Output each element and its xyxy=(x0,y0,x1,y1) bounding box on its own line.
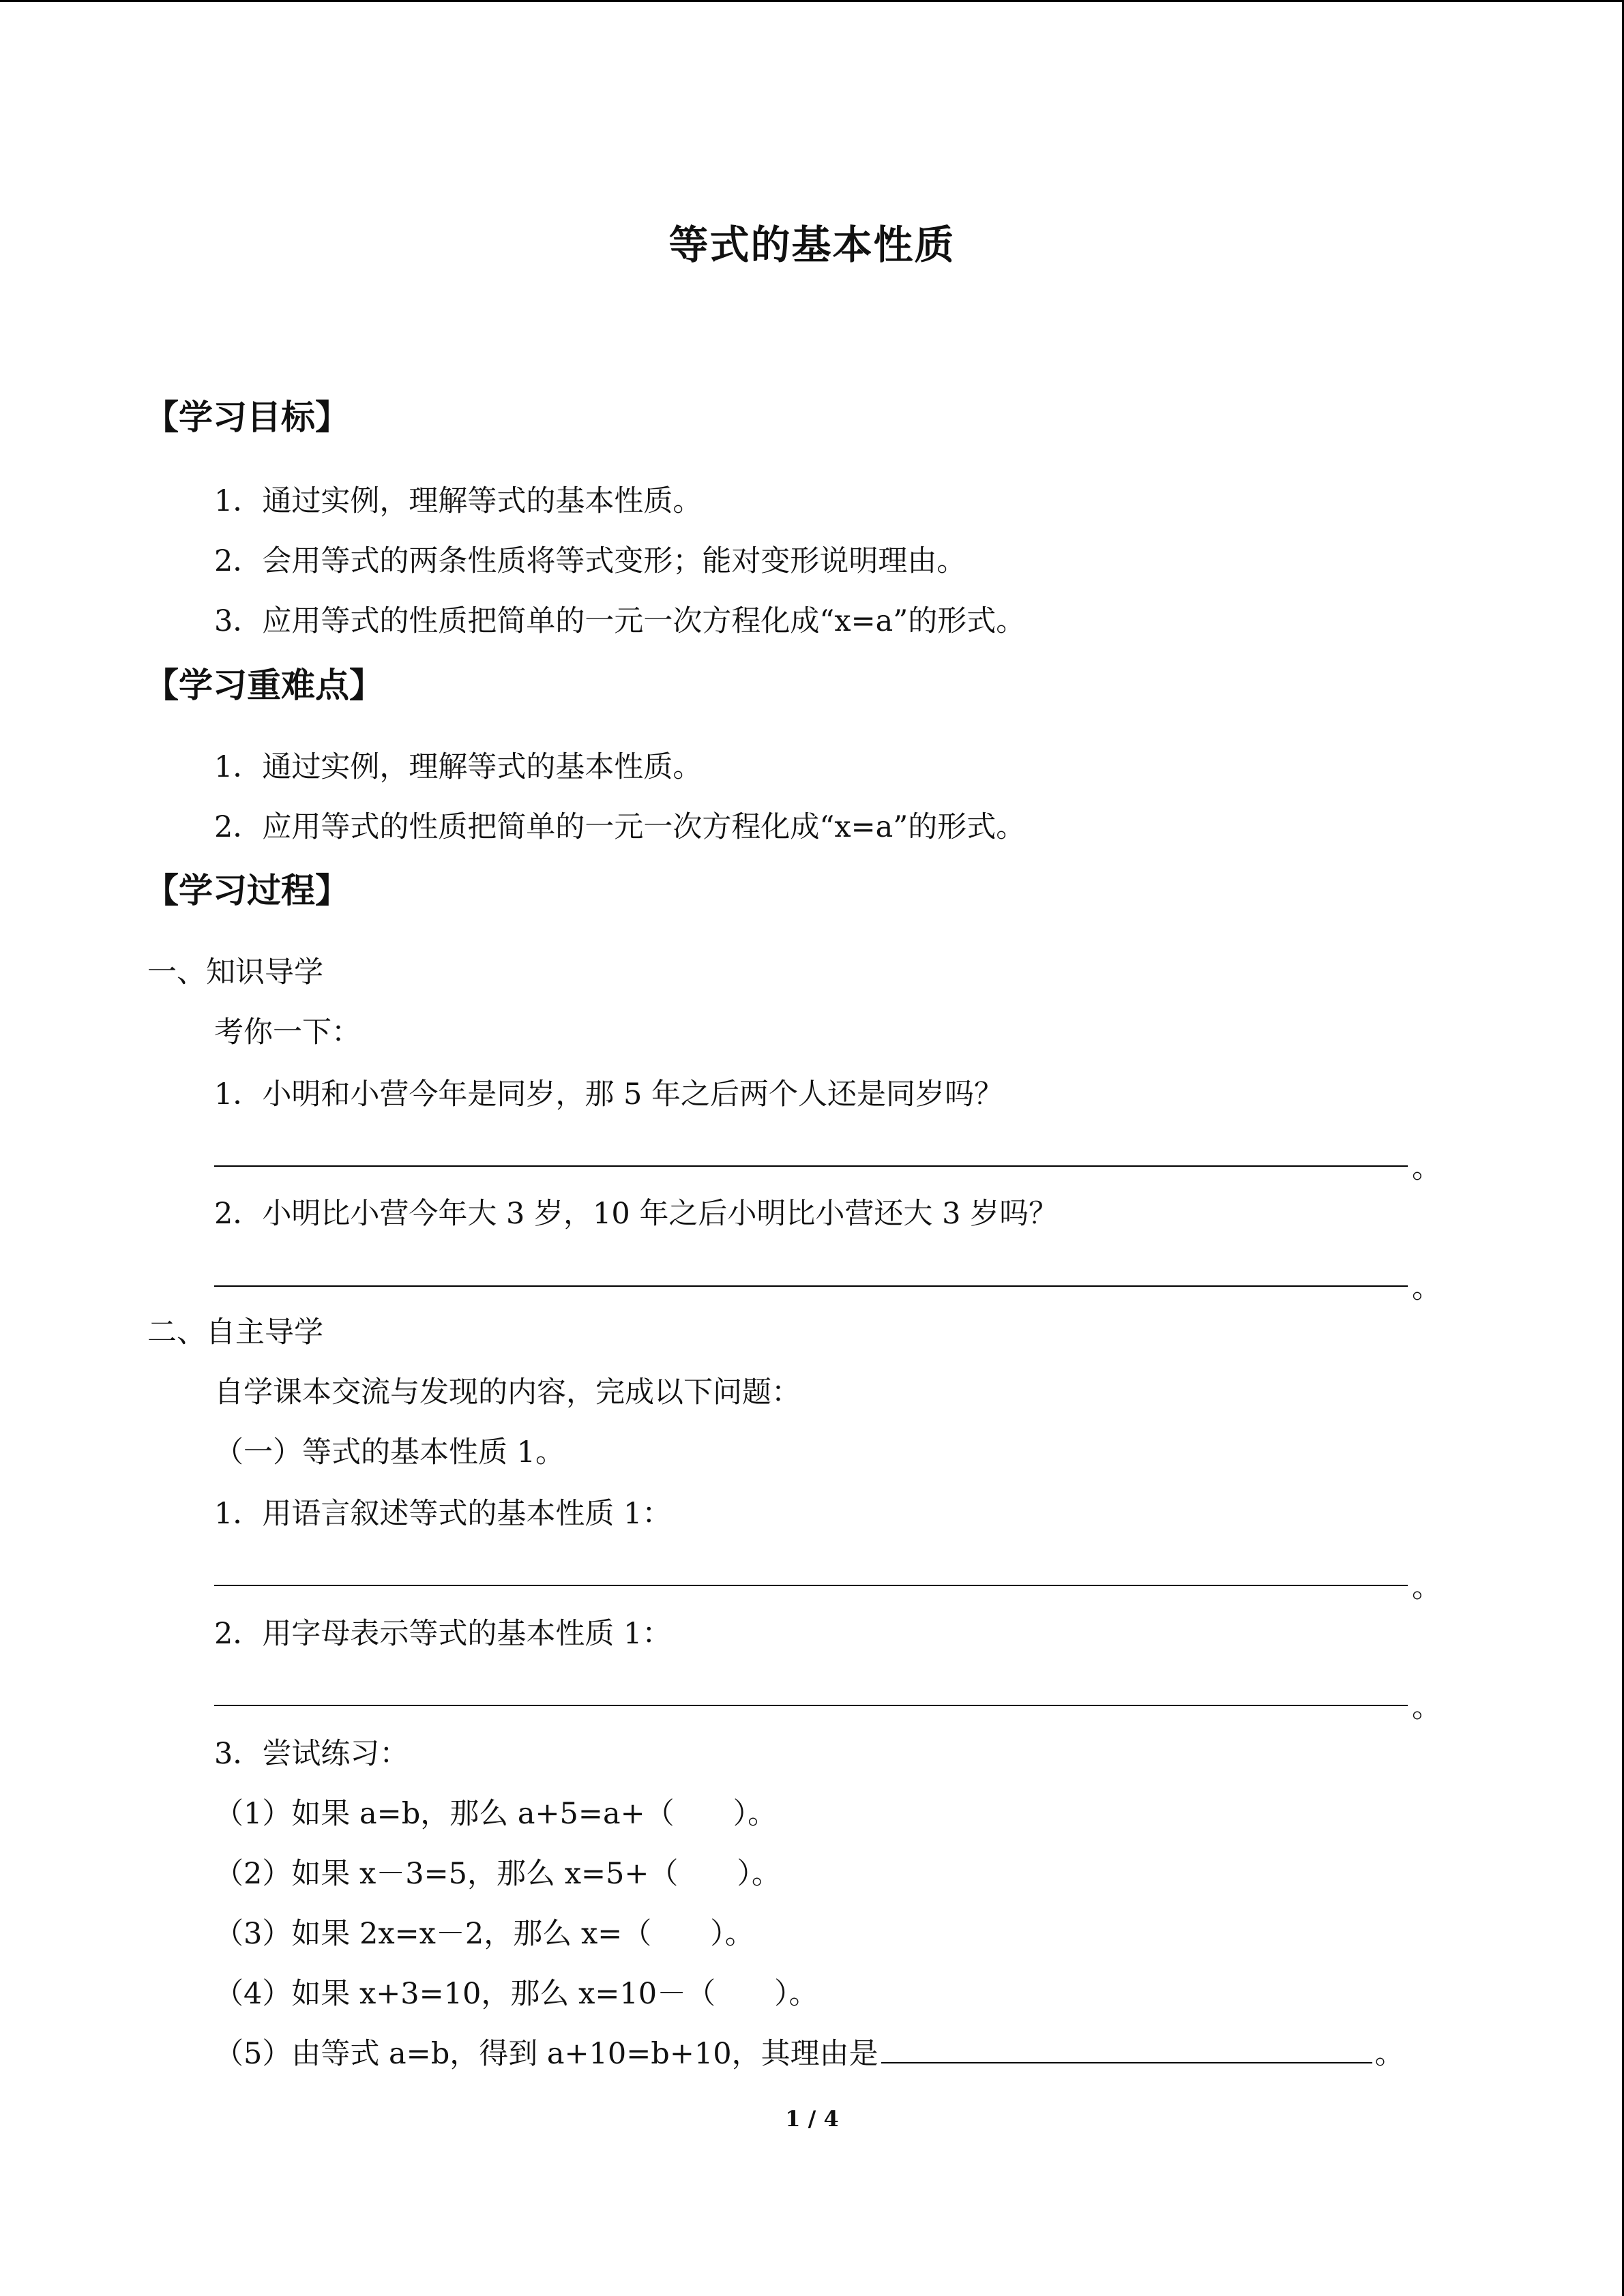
part2-question-2: 2．用字母表示等式的基本性质 1： xyxy=(214,1617,672,1651)
exercise-3[interactable]: （3）如果 2x=x－2，那么 x=（ ）。 xyxy=(214,1917,754,1951)
period-mark: 。 xyxy=(1412,1271,1441,1305)
part1-intro: 考你一下： xyxy=(214,1015,361,1049)
exercise-4[interactable]: （4）如果 x+3=10，那么 x=10－（ ）。 xyxy=(214,1977,818,2011)
part2-question-1: 1．用语言叙述等式的基本性质 1： xyxy=(214,1497,672,1531)
answer-underline[interactable] xyxy=(214,1703,1408,1706)
part1-question-2: 2．小明比小营今年大 3 岁，10 年之后小明比小营还大 3 岁吗？ xyxy=(214,1197,1059,1231)
objective-item-3: 3．应用等式的性质把简单的一元一次方程化成“x=a”的形式。 xyxy=(214,604,1026,638)
exercise-2[interactable]: （2）如果 x－3=5，那么 x=5+（ ）。 xyxy=(214,1857,781,1891)
objective-item-2: 2．会用等式的两条性质将等式变形；能对变形说明理由。 xyxy=(214,544,966,578)
keypoint-item-1: 1．通过实例，理解等式的基本性质。 xyxy=(214,750,703,784)
process-heading: 【学习过程】 xyxy=(145,871,349,910)
period-mark: 。 xyxy=(1374,2037,1404,2071)
period-mark: 。 xyxy=(1412,1151,1441,1185)
keypoint-item-2: 2．应用等式的性质把简单的一元一次方程化成“x=a”的形式。 xyxy=(214,810,1026,844)
answer-underline[interactable] xyxy=(214,1164,1408,1167)
part1-heading: 一、知识导学 xyxy=(147,955,323,989)
part1-question-1: 1．小明和小营今年是同岁，那 5 年之后两个人还是同岁吗？ xyxy=(214,1077,1004,1112)
exercise-5-text: （5）由等式 a=b，得到 a+10=b+10，其理由是 xyxy=(214,2037,879,2071)
part2-intro: 自学课本交流与发现的内容，完成以下问题： xyxy=(214,1375,801,1410)
answer-underline[interactable] xyxy=(214,1284,1408,1287)
objective-item-1: 1．通过实例，理解等式的基本性质。 xyxy=(214,484,703,518)
keypoints-heading: 【学习重难点】 xyxy=(145,666,383,705)
period-mark: 。 xyxy=(1412,1570,1441,1605)
exercise-1[interactable]: （1）如果 a=b，那么 a+5=a+（ ）。 xyxy=(214,1797,778,1831)
exercise-5 xyxy=(214,2031,1404,2072)
period-mark: 。 xyxy=(1412,1690,1441,1725)
page-number: 1 / 4 xyxy=(785,2106,839,2132)
objectives-heading: 【学习目标】 xyxy=(145,398,349,437)
part2-subheading-1: （一）等式的基本性质 1。 xyxy=(214,1435,565,1470)
exercise-5-answer-blank[interactable] xyxy=(881,2035,1372,2063)
answer-underline[interactable] xyxy=(214,1583,1408,1586)
page-title: 等式的基本性质 xyxy=(668,222,956,268)
part2-heading: 二、自主导学 xyxy=(147,1315,323,1350)
part2-question-3: 3．尝试练习： xyxy=(214,1737,409,1771)
